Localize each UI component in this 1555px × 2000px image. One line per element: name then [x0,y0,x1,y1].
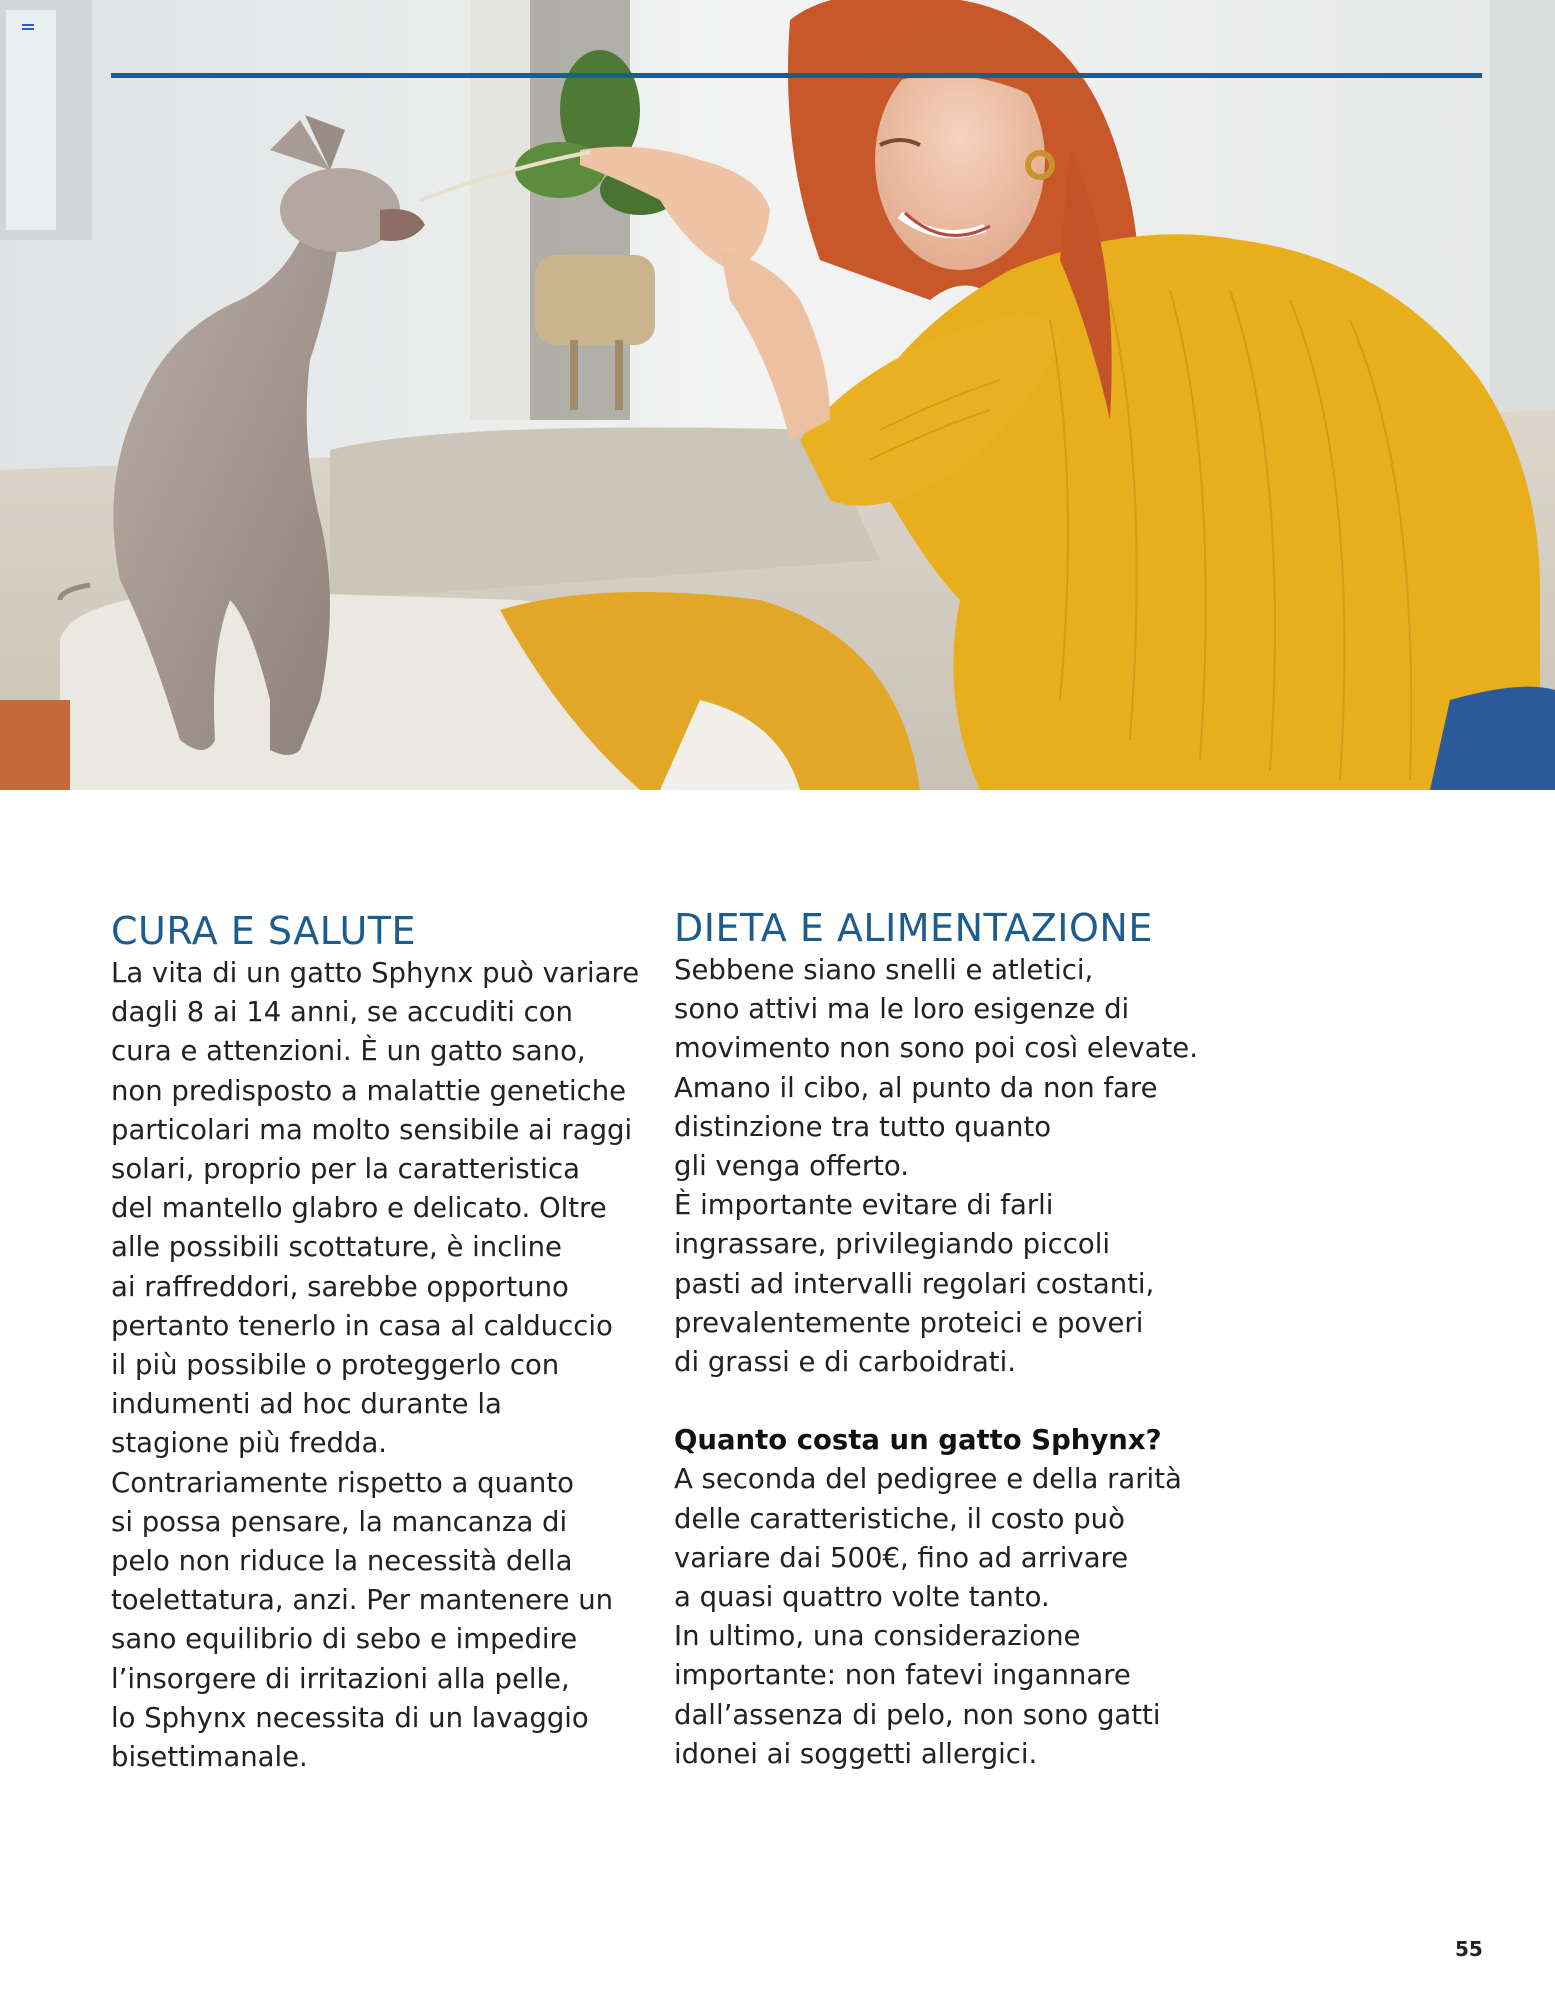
hero-photo [0,0,1555,790]
section-heading-cura: CURA E SALUTE [111,909,417,953]
price-answer: A seconda del pedigree e della rarità delle caratteristiche, il costo può variare dai 500€, fino ad arrivare a quasi quattro volte tanto. In ultimo, una considerazione importante: non fatevi ingannare dall’assenza di pelo, non sono gatti idonei ai soggetti allergici. [674,1463,1182,1770]
section-body-cura: La vita di un gatto Sphynx può variare dagli 8 ai 14 anni, se accuditi con cura e attenzioni. È un gatto sano, non predisposto a malattie genetiche particolari ma molto sensibile ai raggi solari, proprio per la caratteristica del mantello glabro e delicato. Oltre alle possibili scottature, è incline ai raffreddori, sarebbe opportuno pertanto tenerlo in casa al calduccio il più possibile o proteggerlo con indumenti ad hoc durante la stagione più fredda. Contrariamente rispetto a quanto si possa pensare, la mancanza di pelo non riduce la necessità della toelettatura, anzi. Per mantenere un sano equilibrio di sebo e impedire l’insorgere di irritazioni alla pelle, lo Sphynx necessita di un lavaggio bisettimanale. [111,957,640,1774]
header-rule [111,73,1482,78]
price-question: Quanto costa un gatto Sphynx? [674,1424,1162,1457]
left-column [111,905,641,1777]
section-heading-dieta: DIETA E ALIMENTAZIONE [674,906,1153,950]
woman-and-sphynx-cat-illustration [0,0,1555,790]
right-column [674,905,1234,1774]
section-body-dieta: Sebbene siano snelli e atletici, sono attivi ma le loro esigenze di movimento non sono poi così elevate. Amano il cibo, al punto da non fare distinzione tra tutto quanto gli venga offerto. È importante evitare di farli ingrassare, privilegiando piccoli pasti ad intervalli regolari costanti, prevalentemente proteici e poveri di grassi e di carboidrati. [674,954,1198,1379]
page-number: 55 [1455,1937,1483,1961]
menu-icon[interactable] [22,24,34,34]
